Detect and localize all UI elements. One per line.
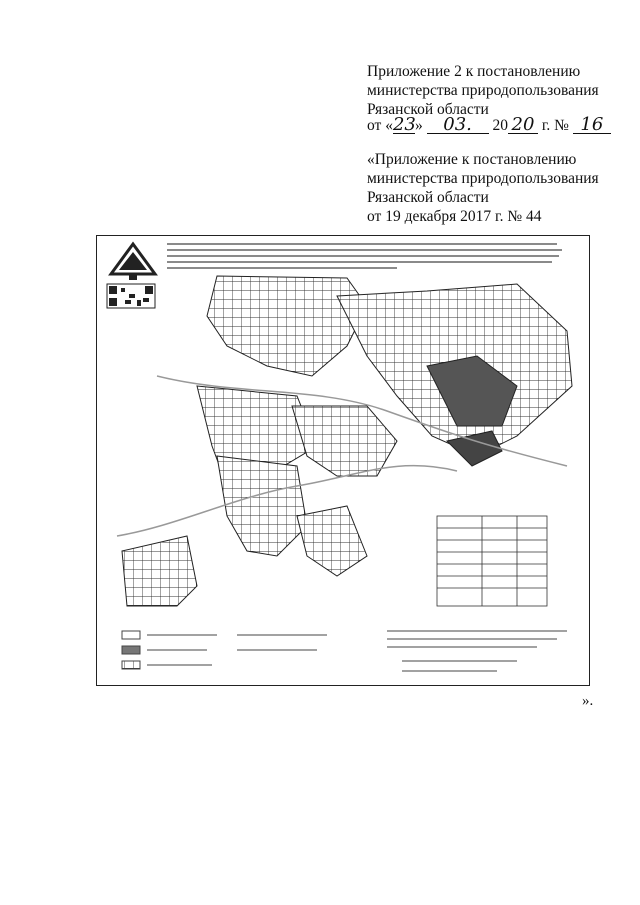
year-prefix: 20 (492, 117, 508, 134)
map-legend-table (437, 516, 547, 606)
date-day: 23 (392, 114, 416, 135)
year-suffix: 20 (508, 117, 538, 134)
forest-map-image (96, 235, 590, 686)
document-number: 16 (573, 117, 611, 134)
appendix-line-1: Приложение 2 к постановлению (367, 63, 581, 80)
appendix-line-2: министерства природопользования (367, 82, 599, 99)
quoted-line-4: от 19 декабря 2017 г. № 44 (367, 208, 542, 225)
quoted-line-2: министерства природопользования (367, 170, 599, 187)
forest-tree-emblem-icon (111, 244, 155, 280)
quoted-line-1: «Приложение к постановлению (367, 151, 577, 168)
appendix-date-line (367, 116, 611, 135)
appendix-line-3: Рязанской области (367, 101, 489, 118)
qr-code-icon (107, 284, 155, 308)
number-prefix: г. № (541, 117, 569, 134)
map-drawing (97, 236, 589, 685)
date-month: 03. (427, 117, 489, 134)
closing-quote: ». (582, 693, 594, 709)
quoted-line-3: Рязанской области (367, 189, 489, 206)
map-bottom-legend (122, 631, 567, 671)
date-sep: » (414, 117, 423, 134)
map-title-block (167, 244, 562, 268)
date-prefix: от « (367, 117, 393, 134)
forest-parcels (122, 276, 572, 606)
